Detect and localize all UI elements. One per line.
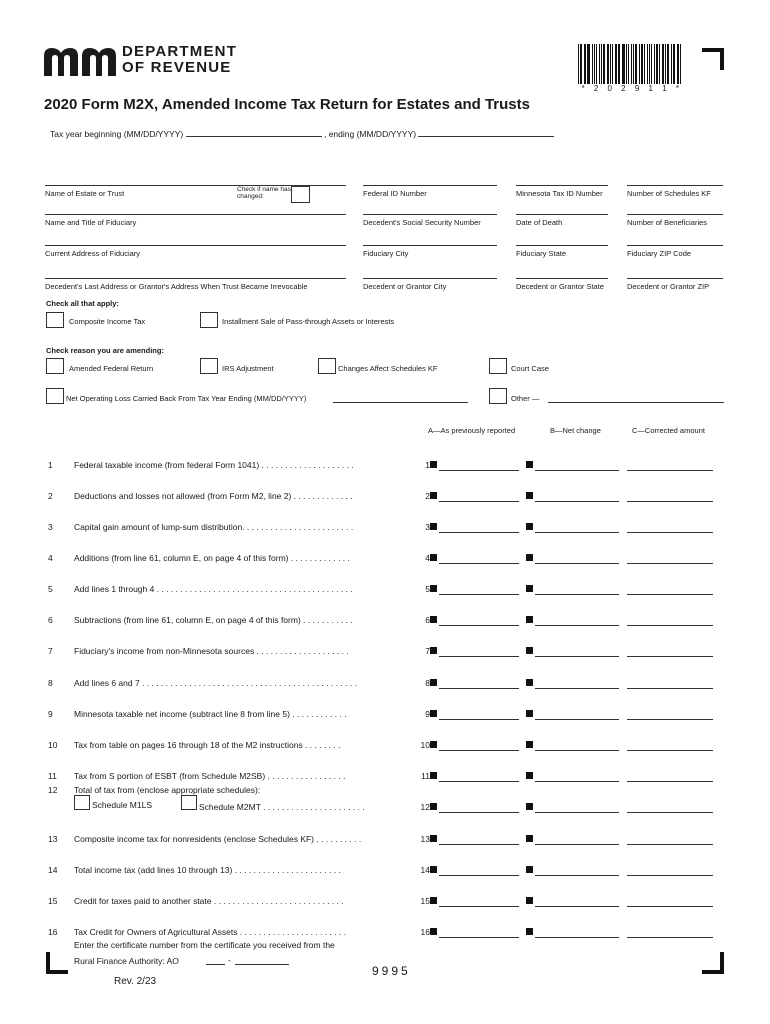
barcode-bar bbox=[644, 44, 645, 84]
barcode-bar bbox=[619, 44, 620, 84]
column-a-input[interactable] bbox=[439, 750, 519, 751]
column-a-header: A—As previously reported bbox=[428, 426, 516, 435]
amend-reason-heading: Check reason you are amending: bbox=[46, 346, 164, 355]
line-ref-number: 8 bbox=[425, 678, 430, 688]
date-of-death-field[interactable] bbox=[516, 214, 608, 227]
line-description: Tax Credit for Owners of Agricultural Assets . . . . . . . . . . . . . . . . . . . . . . . bbox=[74, 927, 347, 937]
field-marker-icon bbox=[430, 679, 437, 686]
column-a-input[interactable] bbox=[439, 656, 519, 657]
check-all-heading: Check all that apply: bbox=[46, 299, 119, 308]
line-number: 16 bbox=[48, 927, 58, 937]
column-a-input[interactable] bbox=[439, 563, 519, 564]
line-ref-number: 3 bbox=[425, 522, 430, 532]
line-description: Schedule M2MT . . . . . . . . . . . . . . . . . . . . . . bbox=[199, 802, 365, 812]
line-row-16 bbox=[0, 927, 770, 941]
line-ref-number: 12 bbox=[420, 802, 430, 812]
line-number: 13 bbox=[48, 834, 58, 844]
barcode-bar bbox=[654, 44, 655, 84]
revision-date: Rev. 2/23 bbox=[114, 976, 157, 987]
nol-date-input[interactable] bbox=[333, 402, 468, 403]
decedent-city-label: Decedent or Grantor City bbox=[363, 282, 447, 291]
barcode-bar bbox=[641, 44, 644, 84]
column-c-input[interactable] bbox=[627, 719, 713, 720]
line16-text2: Rural Finance Authority: AO bbox=[74, 956, 179, 966]
line16-text1: Enter the certificate number from the certificate you received from the bbox=[74, 940, 335, 950]
field-marker-icon bbox=[430, 554, 437, 561]
estate-name-label: Name of Estate or Trust bbox=[45, 189, 125, 198]
line-number: 5 bbox=[48, 584, 53, 594]
barcode-bar bbox=[639, 44, 640, 84]
column-b-input[interactable] bbox=[535, 906, 619, 907]
line-description: Fiduciary's income from non-Minnesota sources . . . . . . . . . . . . . . . . . . . . bbox=[74, 646, 349, 656]
column-c-input[interactable] bbox=[627, 781, 713, 782]
line-row-8 bbox=[0, 678, 770, 692]
barcode-bar bbox=[631, 44, 632, 84]
barcode-bar bbox=[587, 44, 590, 84]
column-b-input[interactable] bbox=[535, 812, 619, 813]
nol-checkbox[interactable] bbox=[46, 388, 64, 404]
department-name bbox=[122, 44, 237, 76]
ao-prefix-input[interactable] bbox=[206, 964, 225, 965]
column-b-input[interactable] bbox=[535, 501, 619, 502]
barcode-bar bbox=[592, 44, 593, 84]
corner-mark-bottom-right bbox=[702, 952, 724, 974]
barcode-bar bbox=[665, 44, 666, 84]
line-description: Additions (from line 61, column E, on page 4 of this form) . . . . . . . . . . . . . bbox=[74, 553, 350, 563]
field-marker-icon bbox=[430, 616, 437, 623]
mn-tax-id-label: Minnesota Tax ID Number bbox=[516, 189, 603, 198]
line-number: 11 bbox=[48, 771, 57, 781]
barcode-bar bbox=[603, 44, 605, 84]
field-marker-icon bbox=[526, 835, 533, 842]
column-c-input[interactable] bbox=[627, 594, 713, 595]
column-a-input[interactable] bbox=[439, 844, 519, 845]
decedent-state-label: Decedent or Grantor State bbox=[516, 282, 604, 291]
column-b-input[interactable] bbox=[535, 750, 619, 751]
line-row-4 bbox=[0, 553, 770, 567]
line-description: Composite income tax for nonresidents (enclose Schedules KF) . . . . . . . . . . bbox=[74, 834, 362, 844]
line-row-5 bbox=[0, 584, 770, 598]
schedule-m1ls-checkbox[interactable] bbox=[74, 795, 90, 810]
field-marker-icon bbox=[526, 897, 533, 904]
field-marker-icon bbox=[526, 928, 533, 935]
court-case-label: Court Case bbox=[511, 364, 549, 373]
line-number: 15 bbox=[48, 896, 58, 906]
schedules-kf-checkbox[interactable] bbox=[318, 358, 336, 374]
line-description: Subtractions (from line 61, column E, on page 4 of this form) . . . . . . . . . . . bbox=[74, 615, 353, 625]
line-number: 6 bbox=[48, 615, 53, 625]
line-number: 14 bbox=[48, 865, 58, 875]
fiduciary-zip-field[interactable] bbox=[627, 245, 723, 258]
barcode-bar bbox=[607, 44, 610, 84]
field-marker-icon bbox=[526, 710, 533, 717]
decedent-city-field[interactable] bbox=[363, 278, 497, 291]
column-c-input[interactable] bbox=[627, 532, 713, 533]
column-b-input[interactable] bbox=[535, 781, 619, 782]
column-c-input[interactable] bbox=[627, 563, 713, 564]
field-marker-icon bbox=[526, 866, 533, 873]
decedent-ssn-field[interactable] bbox=[363, 214, 497, 227]
field-marker-icon bbox=[430, 866, 437, 873]
fiduciary-zip-label: Fiduciary ZIP Code bbox=[627, 249, 692, 258]
barcode-bar bbox=[656, 44, 658, 84]
line-ref-number: 15 bbox=[420, 896, 430, 906]
column-c-input[interactable] bbox=[627, 656, 713, 657]
barcode-bar bbox=[610, 44, 611, 84]
column-a-input[interactable] bbox=[439, 719, 519, 720]
column-c-input[interactable] bbox=[627, 750, 713, 751]
barcode-bar bbox=[671, 44, 672, 84]
fiduciary-city-field[interactable] bbox=[363, 245, 497, 258]
schedules-kf-label: Number of Schedules KF bbox=[627, 189, 711, 198]
beneficiaries-count-field[interactable] bbox=[627, 214, 723, 227]
barcode-bar bbox=[585, 44, 586, 84]
barcode-bar bbox=[601, 44, 602, 84]
field-marker-icon bbox=[526, 803, 533, 810]
barcode-bar bbox=[647, 44, 648, 84]
field-marker-icon bbox=[430, 585, 437, 592]
column-b-input[interactable] bbox=[535, 656, 619, 657]
line-row-1 bbox=[0, 460, 770, 474]
column-c-input[interactable] bbox=[627, 688, 713, 689]
barcode-bar bbox=[628, 44, 630, 84]
line-description: Federal taxable income (from federal Form 1041) . . . . . . . . . . . . . . . . . . . . bbox=[74, 460, 354, 470]
line-ref-number: 4 bbox=[425, 553, 430, 563]
amended-federal-label: Amended Federal Return bbox=[69, 364, 154, 373]
column-a-input[interactable] bbox=[439, 937, 519, 938]
field-marker-icon bbox=[430, 803, 437, 810]
line-description: Deductions and losses not allowed (from Form M2, line 2) . . . . . . . . . . . . . bbox=[74, 491, 353, 501]
tax-year-begin-input[interactable] bbox=[186, 128, 322, 137]
column-c-input[interactable] bbox=[627, 812, 713, 813]
line-number: 8 bbox=[48, 678, 53, 688]
barcode-bar bbox=[612, 44, 613, 84]
mn-logo-icon bbox=[44, 48, 116, 76]
fiduciary-state-field[interactable] bbox=[516, 245, 608, 258]
barcode-bar bbox=[584, 44, 585, 84]
barcode-bar bbox=[599, 44, 600, 84]
column-a-input[interactable] bbox=[439, 470, 519, 471]
column-b-input[interactable] bbox=[535, 594, 619, 595]
field-marker-icon bbox=[526, 554, 533, 561]
line-number: 2 bbox=[48, 491, 53, 501]
dept-line2: OF REVENUE bbox=[122, 59, 232, 76]
nol-label: Net Operating Loss Carried Back From Tax Year Ending (MM/DD/YYYY) bbox=[66, 394, 307, 403]
line-description: Tax from table on pages 16 through 18 of the M2 instructions . . . . . . . . bbox=[74, 740, 341, 750]
fiduciary-state-label: Fiduciary State bbox=[516, 249, 567, 258]
decedent-address-field[interactable] bbox=[45, 278, 346, 291]
line-row-15 bbox=[0, 896, 770, 910]
fiduciary-address-label: Current Address of Fiduciary bbox=[45, 249, 141, 258]
field-marker-icon bbox=[526, 461, 533, 468]
line-number: 9 bbox=[48, 709, 53, 719]
line-description: Minnesota taxable net income (subtract line 8 from line 5) . . . . . . . . . . . . bbox=[74, 709, 347, 719]
line-ref-number: 13 bbox=[420, 834, 430, 844]
installment-label: Installment Sale of Pass-through Assets or Interests bbox=[222, 317, 395, 326]
line-row-7 bbox=[0, 646, 770, 660]
barcode-bar bbox=[618, 44, 619, 84]
line-row-6 bbox=[0, 615, 770, 629]
line12-label: Total of tax from (enclose appropriate schedules): bbox=[74, 785, 261, 795]
schedules-kf-count-field[interactable] bbox=[627, 185, 723, 198]
field-marker-icon bbox=[430, 835, 437, 842]
barcode-bar bbox=[651, 44, 652, 84]
column-c-input[interactable] bbox=[627, 875, 713, 876]
decedent-zip-field[interactable] bbox=[627, 278, 723, 291]
schedule-m1ls-label: Schedule M1LS bbox=[92, 800, 153, 810]
line-number: 12 bbox=[48, 785, 58, 795]
line-number: 4 bbox=[48, 553, 53, 563]
column-a-input[interactable] bbox=[439, 781, 519, 782]
column-c-input[interactable] bbox=[627, 470, 713, 471]
dept-line1: DEPARTMENT bbox=[122, 43, 238, 60]
line-row-2 bbox=[0, 491, 770, 505]
barcode-bar bbox=[674, 44, 675, 84]
field-marker-icon bbox=[430, 461, 437, 468]
column-b-input[interactable] bbox=[535, 719, 619, 720]
barcode-bar bbox=[680, 44, 681, 84]
barcode-number: * 2 0 2 9 1 1 * bbox=[581, 84, 683, 93]
column-b-input[interactable] bbox=[535, 470, 619, 471]
field-marker-icon bbox=[526, 585, 533, 592]
line-ref-number: 7 bbox=[425, 646, 430, 656]
line-ref-number: 1 bbox=[425, 460, 430, 470]
court-case-checkbox[interactable] bbox=[489, 358, 507, 374]
barcode-bar bbox=[635, 44, 637, 84]
line-ref-number: 5 bbox=[425, 584, 430, 594]
other-label: Other — bbox=[511, 394, 540, 403]
column-b-input[interactable] bbox=[535, 625, 619, 626]
barcode-bar bbox=[667, 44, 669, 84]
column-c-input[interactable] bbox=[627, 906, 713, 907]
column-b-input[interactable] bbox=[535, 937, 619, 938]
column-a-input[interactable] bbox=[439, 594, 519, 595]
field-marker-icon bbox=[526, 679, 533, 686]
barcode-bar bbox=[649, 44, 651, 84]
line-description: Add lines 6 and 7 . . . . . . . . . . . . . . . . . . . . . . . . . . . . . . . . . . . . . . . . . . . . . . bbox=[74, 678, 357, 688]
field-marker-icon bbox=[526, 647, 533, 654]
barcode-bar bbox=[662, 44, 665, 84]
column-a-input[interactable] bbox=[439, 625, 519, 626]
amended-federal-checkbox[interactable] bbox=[46, 358, 64, 374]
fiduciary-name-field[interactable] bbox=[45, 214, 346, 227]
line-ref-number: 14 bbox=[420, 865, 430, 875]
barcode-bar bbox=[622, 44, 625, 84]
line-row-14 bbox=[0, 865, 770, 879]
field-marker-icon bbox=[526, 741, 533, 748]
column-b-input[interactable] bbox=[535, 875, 619, 876]
schedules-kf-change-label: Changes Affect Schedules KF bbox=[338, 364, 438, 373]
field-marker-icon bbox=[430, 897, 437, 904]
composite-checkbox[interactable] bbox=[46, 312, 64, 328]
field-marker-icon bbox=[430, 710, 437, 717]
barcode-bar bbox=[594, 44, 596, 84]
field-marker-icon bbox=[526, 492, 533, 499]
line-number: 3 bbox=[48, 522, 53, 532]
barcode-bar bbox=[673, 44, 674, 84]
line-ref-number: 6 bbox=[425, 615, 430, 625]
barcode-bar bbox=[677, 44, 679, 84]
schedule-m2mt-checkbox[interactable] bbox=[181, 795, 197, 810]
tax-year-end-input[interactable] bbox=[418, 128, 554, 137]
fiduciary-name-label: Name and Title of Fiduciary bbox=[45, 218, 137, 227]
name-changed-checkbox[interactable] bbox=[291, 186, 310, 203]
barcode-bar bbox=[578, 44, 579, 84]
column-b-input[interactable] bbox=[535, 532, 619, 533]
decedent-zip-label: Decedent or Grantor ZIP bbox=[627, 282, 710, 291]
line-row-3 bbox=[0, 522, 770, 536]
date-of-death-label: Date of Death bbox=[516, 218, 563, 227]
column-c-input[interactable] bbox=[627, 844, 713, 845]
beneficiaries-label: Number of Beneficiaries bbox=[627, 218, 708, 227]
field-marker-icon bbox=[430, 741, 437, 748]
column-a-input[interactable] bbox=[439, 532, 519, 533]
form-code: 9995 bbox=[372, 964, 411, 978]
line-ref-number: 16 bbox=[420, 927, 430, 937]
line-description: Tax from S portion of ESBT (from Schedule M2SB) . . . . . . . . . . . . . . . . . bbox=[74, 771, 346, 781]
field-marker-icon bbox=[430, 647, 437, 654]
line-description: Capital gain amount of lump-sum distribution. . . . . . . . . . . . . . . . . . . . . . . . bbox=[74, 522, 354, 532]
barcode-bar bbox=[615, 44, 617, 84]
fiduciary-city-label: Fiduciary City bbox=[363, 249, 409, 258]
decedent-address-label: Decedent's Last Address or Grantor's Address When Trust Became Irrevocable bbox=[45, 282, 308, 291]
barcode-bar bbox=[580, 44, 582, 84]
irs-adjustment-label: IRS Adjustment bbox=[222, 364, 274, 373]
line-row-10 bbox=[0, 740, 770, 754]
line-ref-number: 2 bbox=[425, 491, 430, 501]
column-c-input[interactable] bbox=[627, 501, 713, 502]
field-marker-icon bbox=[430, 772, 437, 779]
barcode-bar bbox=[626, 44, 627, 84]
barcode bbox=[578, 44, 682, 84]
line-row-11 bbox=[0, 771, 770, 785]
line-row-13 bbox=[0, 834, 770, 848]
federal-id-field[interactable] bbox=[363, 185, 497, 198]
field-marker-icon bbox=[430, 492, 437, 499]
federal-id-label: Federal ID Number bbox=[363, 189, 427, 198]
field-marker-icon bbox=[526, 523, 533, 530]
line-description: Add lines 1 through 4 . . . . . . . . . . . . . . . . . . . . . . . . . . . . . . . . . . . . . . . . . . bbox=[74, 584, 353, 594]
corner-mark-top-right bbox=[702, 48, 724, 70]
ao-dash: - bbox=[228, 955, 231, 965]
line-row-9 bbox=[0, 709, 770, 723]
name-changed-label: Check if name has changed: bbox=[237, 186, 291, 200]
other-checkbox[interactable] bbox=[489, 388, 507, 404]
irs-adjustment-checkbox[interactable] bbox=[200, 358, 218, 374]
column-a-input[interactable] bbox=[439, 812, 519, 813]
form-title: 2020 Form M2X, Amended Income Tax Return for Estates and Trusts bbox=[44, 96, 530, 113]
field-marker-icon bbox=[526, 616, 533, 623]
line-number: 7 bbox=[48, 646, 53, 656]
barcode-bar bbox=[596, 44, 597, 84]
corner-mark-bottom-left bbox=[46, 952, 68, 974]
column-a-input[interactable] bbox=[439, 906, 519, 907]
column-a-input[interactable] bbox=[439, 501, 519, 502]
tax-year-end-label: , ending (MM/DD/YYYY) bbox=[323, 129, 417, 139]
tax-year-row bbox=[50, 128, 554, 139]
line-description: Total income tax (add lines 10 through 13) . . . . . . . . . . . . . . . . . . . . . . . bbox=[74, 865, 341, 875]
line-number: 10 bbox=[48, 740, 58, 750]
tax-year-begin-label: Tax year beginning (MM/DD/YYYY) bbox=[50, 129, 184, 139]
line-ref-number: 9 bbox=[425, 709, 430, 719]
line-description: Credit for taxes paid to another state . . . . . . . . . . . . . . . . . . . . . . . . . . . . bbox=[74, 896, 344, 906]
column-b-input[interactable] bbox=[535, 844, 619, 845]
column-b-input[interactable] bbox=[535, 563, 619, 564]
other-input[interactable] bbox=[548, 402, 724, 403]
line-ref-number: 11 bbox=[421, 771, 430, 781]
column-a-input[interactable] bbox=[439, 688, 519, 689]
barcode-bar bbox=[633, 44, 634, 84]
line-number: 1 bbox=[48, 460, 53, 470]
field-marker-icon bbox=[430, 928, 437, 935]
column-c-input[interactable] bbox=[627, 937, 713, 938]
composite-label: Composite Income Tax bbox=[69, 317, 146, 326]
installment-checkbox[interactable] bbox=[200, 312, 218, 328]
column-c-header: C—Corrected amount bbox=[632, 426, 705, 435]
fiduciary-address-field[interactable] bbox=[45, 245, 346, 258]
column-b-input[interactable] bbox=[535, 688, 619, 689]
decedent-state-field[interactable] bbox=[516, 278, 608, 291]
line-ref-number: 10 bbox=[420, 740, 430, 750]
mn-tax-id-field[interactable] bbox=[516, 185, 608, 198]
column-a-input[interactable] bbox=[439, 875, 519, 876]
barcode-bar bbox=[659, 44, 660, 84]
ao-number-input[interactable] bbox=[235, 964, 289, 965]
column-c-input[interactable] bbox=[627, 625, 713, 626]
decedent-ssn-label: Decedent's Social Security Number bbox=[363, 218, 481, 227]
field-marker-icon bbox=[430, 523, 437, 530]
column-b-header: B—Net change bbox=[550, 426, 601, 435]
field-marker-icon bbox=[526, 772, 533, 779]
